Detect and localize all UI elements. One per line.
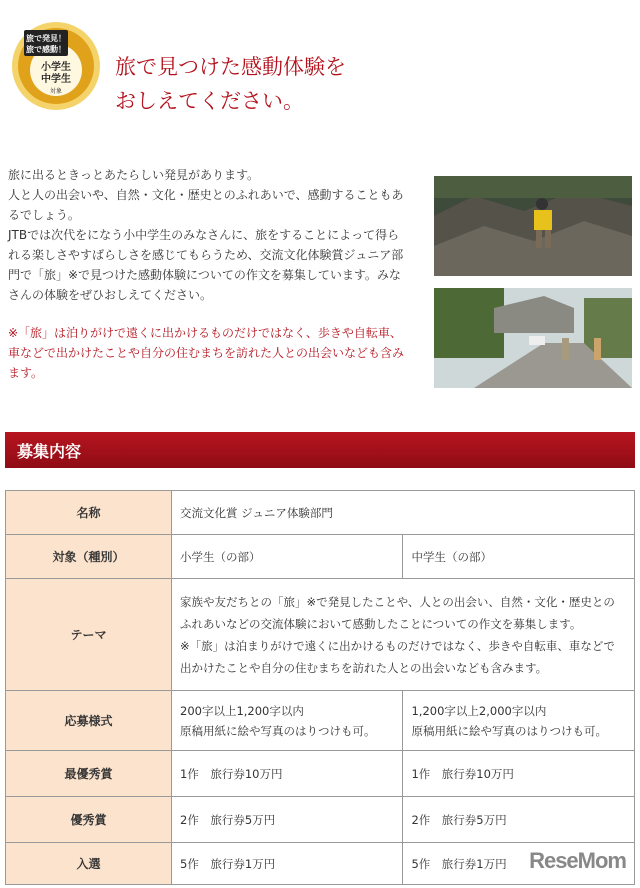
excellent-prize-junior-high: 2作 旅行券5万円 bbox=[403, 797, 635, 843]
table-row bbox=[6, 751, 635, 797]
format-elementary bbox=[172, 691, 403, 751]
section-title: 募集内容 bbox=[17, 442, 82, 461]
hiking-photo bbox=[434, 176, 632, 276]
intro-paragraph: JTBでは次代をになう小中学生のみなさんに、旅をすることによって得られる楽しさやすばらしさを感じてもらうため、交流文化体験賞ジュニア部門で「旅」※で見つけた感動体験についての作文を募集しています。みなさんの体験をぜひおしえてください。 bbox=[8, 228, 404, 302]
intro-text bbox=[8, 165, 408, 305]
target-junior-high: 中学生（の部） bbox=[403, 535, 635, 579]
row-label-target: 対象（種別） bbox=[6, 535, 172, 579]
details-table bbox=[5, 490, 635, 885]
headline-line1: 旅で見つけた感動体験を bbox=[115, 55, 346, 79]
section-header bbox=[5, 432, 635, 468]
grand-prize-junior-high: 1作 旅行券10万円 bbox=[403, 751, 635, 797]
theme-note: ※「旅」は泊まりがけで遠くに出かけるものだけではなく、歩きや自転車、車などで出かけたことや自分の住むまちを訪れた人との出会いなども含みます。 bbox=[180, 638, 615, 675]
badge-grade1: 小学生 bbox=[41, 62, 71, 73]
intro-note: ※「旅」は泊りがけで遠くに出かけるものだけではなく、歩きや自転車、車などで出かけたことや自分の住むまちを訪れた人との出会いなども含みます。 bbox=[8, 326, 405, 380]
table-row bbox=[6, 797, 635, 843]
excellent-prize-elementary: 2作 旅行券5万円 bbox=[172, 797, 403, 843]
table-row bbox=[6, 691, 635, 751]
badge-line1: 旅で発見！ bbox=[26, 34, 66, 43]
row-label-theme: テーマ bbox=[6, 579, 172, 691]
badge-small: 対象 bbox=[49, 88, 63, 95]
selected-elementary: 5作 旅行券1万円 bbox=[172, 843, 403, 885]
campaign-badge bbox=[10, 20, 102, 112]
grand-prize-elementary: 1作 旅行券10万円 bbox=[172, 751, 403, 797]
headline-line2: おしえてください。 bbox=[115, 89, 304, 113]
row-label-grand-prize: 最優秀賞 bbox=[6, 751, 172, 797]
format-elem-length: 200字以上1,200字以内 bbox=[180, 703, 304, 718]
format-jr-attach: 原稿用紙に絵や写真のはりつけも可。 bbox=[411, 723, 607, 738]
badge-grade2: 中学生 bbox=[41, 74, 71, 85]
theme-text: 家族や友だちとの「旅」※で発見したことや、人との出会い、自然・文化・歴史とのふれあいなどの交流体験において感動したことについての作文を募集します。 bbox=[180, 594, 615, 631]
table-row bbox=[6, 535, 635, 579]
page-headline bbox=[115, 50, 346, 118]
format-elem-attach: 原稿用紙に絵や写真のはりつけも可。 bbox=[180, 723, 376, 738]
badge-line2: 旅で感動！ bbox=[26, 45, 66, 54]
intro-paragraph: 人と人の出会いや、自然・文化・歴史とのふれあいで、感動することもあるでしょう。 bbox=[8, 188, 404, 222]
village-road-photo bbox=[434, 288, 632, 388]
name-value: 交流文化賞 ジュニア体験部門 bbox=[172, 491, 635, 535]
resemom-watermark: ReseMom bbox=[529, 848, 626, 873]
target-elementary: 小学生（の部） bbox=[172, 535, 403, 579]
row-label-excellent-prize: 優秀賞 bbox=[6, 797, 172, 843]
table-row bbox=[6, 491, 635, 535]
row-label-format: 応募様式 bbox=[6, 691, 172, 751]
theme-cell bbox=[172, 579, 635, 691]
selected-junior-high: 5作 旅行券1万円 bbox=[403, 843, 635, 885]
format-jr-length: 1,200字以上2,000字以内 bbox=[411, 703, 547, 718]
row-label-selected: 入選 bbox=[6, 843, 172, 885]
format-junior-high bbox=[403, 691, 635, 751]
row-label-name: 名称 bbox=[6, 491, 172, 535]
table-row bbox=[6, 579, 635, 691]
intro-paragraph: 旅に出るときっとあたらしい発見があります。 bbox=[8, 168, 260, 182]
